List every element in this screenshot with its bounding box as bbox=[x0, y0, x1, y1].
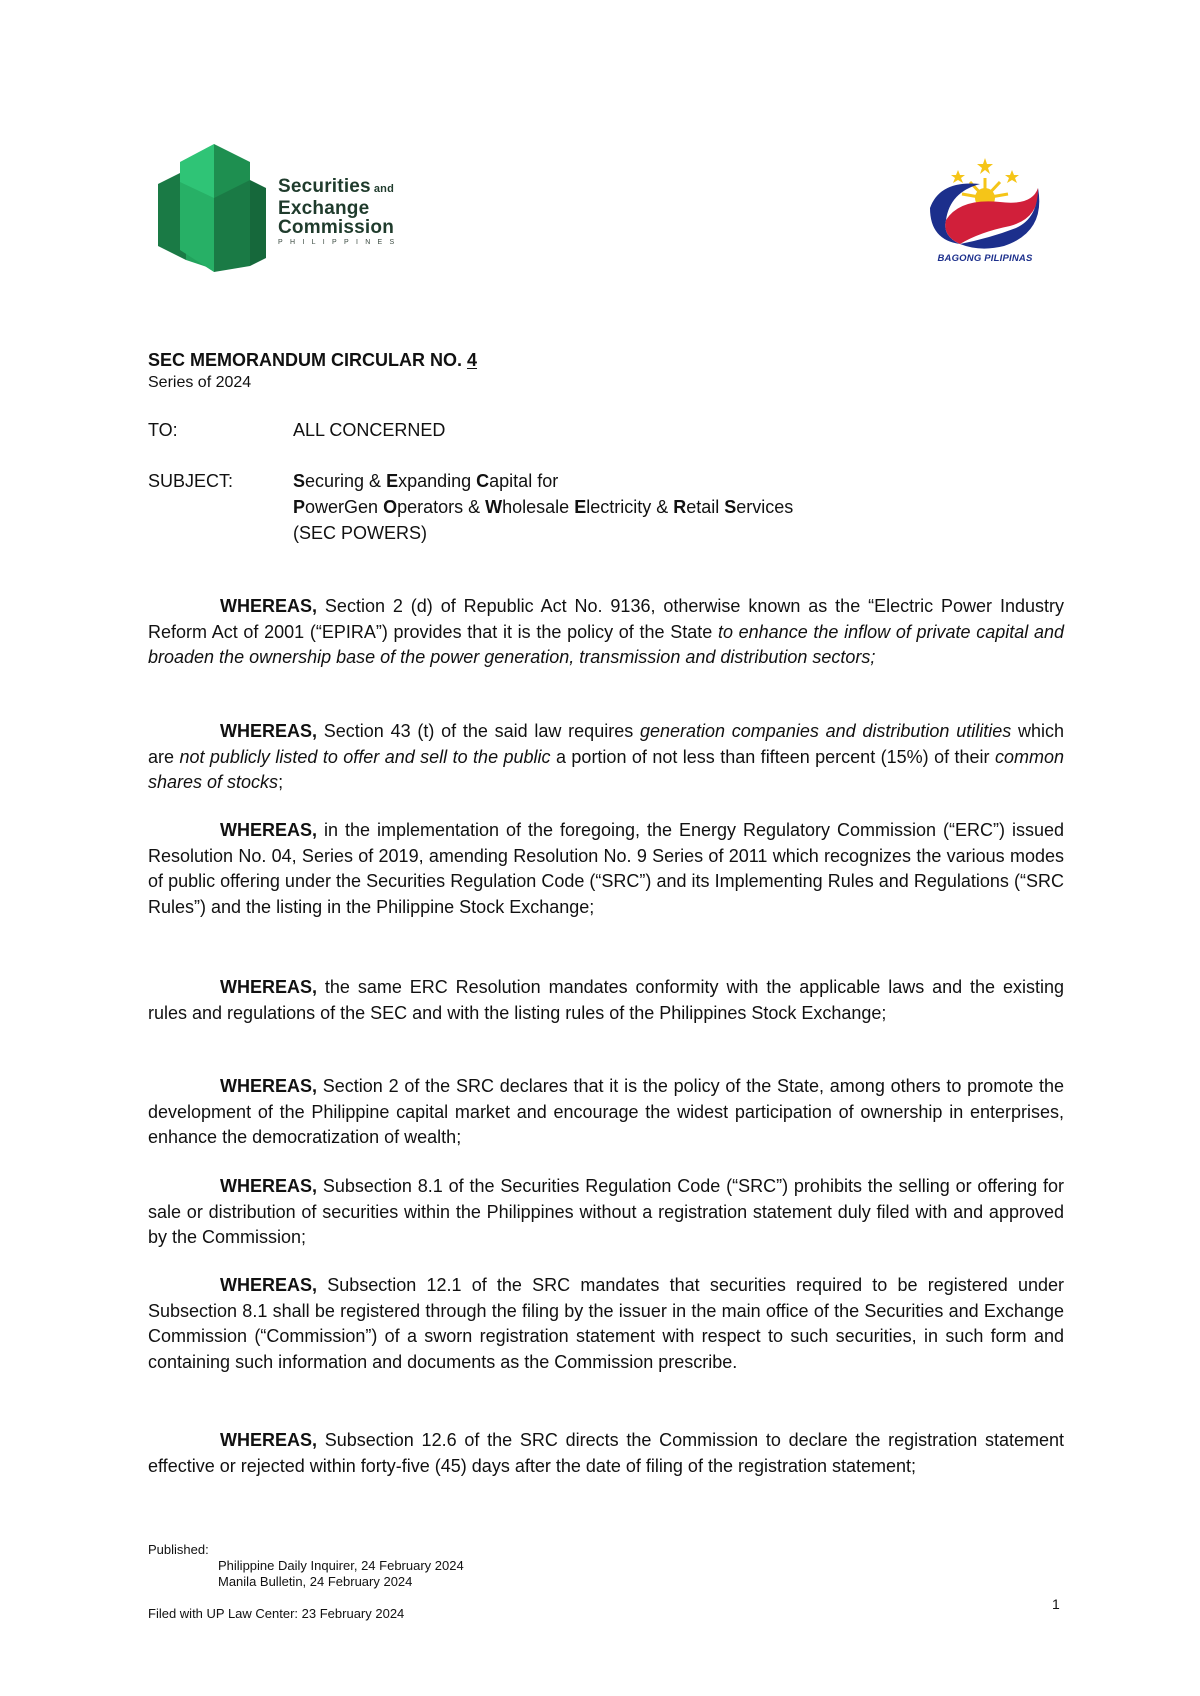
sec-wordmark-and: and bbox=[373, 183, 394, 195]
subject-line-2: PowerGen Operators & Wholesale Electricity & Retail Services bbox=[293, 497, 794, 517]
sec-wordmark-line1: Securities bbox=[278, 176, 371, 197]
subject-line-3: (SEC POWERS) bbox=[293, 523, 428, 543]
whereas-lead: WHEREAS, bbox=[220, 1430, 318, 1450]
subject-value bbox=[293, 468, 793, 546]
whereas-paragraph-5 bbox=[148, 1074, 1064, 1151]
bagong-pilipinas-emblem-icon bbox=[920, 158, 1050, 253]
subject-line-1: Securing & Expanding Capital for bbox=[293, 471, 559, 491]
whereas-paragraph-8 bbox=[148, 1428, 1064, 1479]
whereas-lead: WHEREAS, bbox=[220, 1076, 318, 1096]
paragraph-text: the same ERC Resolution mandates conformity with the applicable laws and the existing rules and regulations of the SEC and with the listing rules of the Philippines Stock Exchange; bbox=[148, 977, 1064, 1023]
emphasized-text: to enhance the inflow of private capital and broaden the ownership base of the power generation, transmission and distribution sectors; bbox=[148, 621, 1065, 667]
emphasized-text: common shares of stocks bbox=[148, 746, 1064, 792]
bagong-pilipinas-caption: BAGONG PILIPINAS bbox=[937, 253, 1033, 264]
paragraph-text: Subsection 12.1 of the SRC mandates that securities required to be registered under Subsection 8.1 shall be registered through the filing by the issuer in the main office of the Securities and Exchange Commission (“Commission”) of a sworn registration statement with respect to such securities, in such form and containing such information and documents as the Commission prescribe. bbox=[148, 1275, 1064, 1372]
whereas-lead: WHEREAS, bbox=[220, 1176, 318, 1196]
whereas-lead: WHEREAS, bbox=[220, 820, 318, 840]
emphasized-text: not publicly listed to offer and sell to the public bbox=[179, 746, 551, 767]
memo-title bbox=[148, 350, 477, 371]
paragraph-text: a portion of not less than fifteen percent (15%) of their bbox=[550, 746, 995, 767]
whereas-paragraph-1 bbox=[148, 594, 1064, 671]
sec-wordmark-line2: Exchange bbox=[278, 198, 370, 219]
memo-series: Series of 2024 bbox=[148, 374, 252, 391]
paragraph-text: Subsection 12.6 of the SRC directs the Commission to declare the registration statement effective or rejected within forty-five (45) days after the date of filing of the registration statement; bbox=[148, 1430, 1064, 1476]
paragraph-text: Section 2 (d) of Republic Act No. 9136, otherwise known as the “Electric Power Industry Reform Act of 2001 (“EPIRA”) provides that it is the policy of the State bbox=[148, 596, 1064, 642]
paragraph-text: Subsection 8.1 of the Securities Regulation Code (“SRC”) prohibits the selling or offering for sale or distribution of securities within the Philippines without a registration statement duly filed with and approved by the Commission; bbox=[148, 1176, 1064, 1247]
paragraph-text: ; bbox=[278, 772, 284, 792]
to-label: TO: bbox=[148, 420, 178, 440]
subject-label: SUBJECT: bbox=[148, 471, 234, 491]
whereas-lead: WHEREAS, bbox=[220, 977, 318, 997]
memo-number: 4 bbox=[467, 350, 478, 370]
bagong-pilipinas-logo bbox=[920, 158, 1050, 268]
emphasized-text: generation companies and distribution utilities bbox=[639, 721, 1012, 741]
whereas-paragraph-4 bbox=[148, 975, 1064, 1026]
published-inquirer: Philippine Daily Inquirer, 24 February 2024 bbox=[218, 1558, 464, 1573]
whereas-paragraph-3 bbox=[148, 818, 1064, 920]
whereas-paragraph-6 bbox=[148, 1174, 1064, 1251]
whereas-paragraph-2 bbox=[148, 719, 1064, 796]
sec-wordmark-country: PHILIPPINES bbox=[278, 239, 402, 246]
filed-with-ul-law-center: Filed with UP Law Center: 23 February 2024 bbox=[148, 1606, 405, 1621]
published-bulletin: Manila Bulletin, 24 February 2024 bbox=[218, 1574, 413, 1589]
paragraph-text: which are bbox=[148, 721, 1064, 767]
page-number: 1 bbox=[1052, 1596, 1060, 1612]
whereas-lead: WHEREAS, bbox=[220, 596, 318, 616]
paragraph-text: Section 2 of the SRC declares that it is the policy of the State, among others to promote the development of the Philippine capital market and encourage the widest participation of ownership in enterprises, enhance the democratization of wealth; bbox=[148, 1076, 1064, 1147]
memo-title-prefix: SEC MEMORANDUM CIRCULAR NO. bbox=[148, 350, 467, 370]
sec-emblem-icon bbox=[158, 142, 276, 272]
whereas-paragraph-7 bbox=[148, 1273, 1064, 1375]
sec-logo bbox=[158, 142, 448, 272]
paragraph-text: in the implementation of the foregoing, the Energy Regulatory Commission (“ERC”) issued Resolution No. 04, Series of 2019, amending Resolution No. 9 Series of 2011 which recognizes the various modes of public offering under the Securities Regulation Code (“SRC”) and its Implementing Rules and Regulations (“SRC Rules”) and the listing in the Philippine Stock Exchange; bbox=[148, 820, 1064, 917]
paragraph-text: Section 43 (t) of the said law requires bbox=[317, 721, 640, 741]
sec-wordmark bbox=[278, 177, 401, 246]
whereas-lead: WHEREAS, bbox=[220, 1275, 318, 1295]
published-label: Published: bbox=[148, 1542, 209, 1557]
sec-wordmark-line3: Commission bbox=[278, 217, 395, 238]
whereas-lead: WHEREAS, bbox=[220, 721, 318, 741]
to-value: ALL CONCERNED bbox=[293, 420, 446, 440]
